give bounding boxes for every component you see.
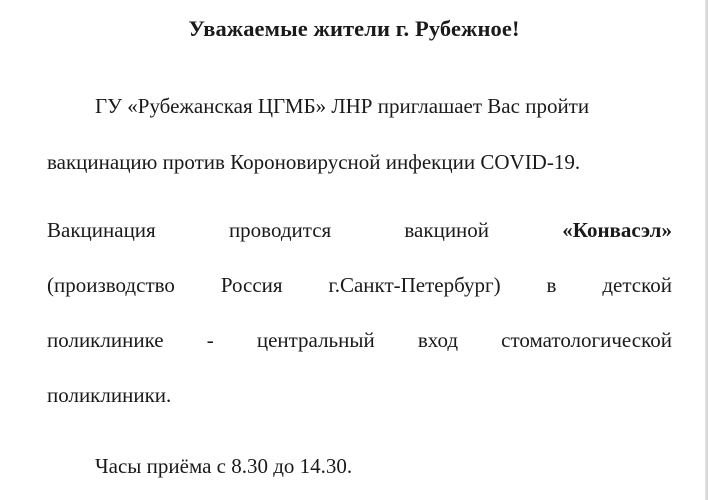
word: вход [417,328,459,352]
word: - [206,328,214,352]
reception-hours: Часы приёма с 8.30 до 14.30. [95,454,353,478]
vaccine-line-3 [47,328,672,353]
word: центральный [256,328,375,352]
word: детской [602,273,672,297]
vaccine-line-4: поликлиники. [47,383,172,407]
invitation-line-2: вакцинацию против Короновирусной инфекции COVID-19. [47,150,581,174]
word: Вакцинация [47,218,156,242]
word: стоматологической [501,328,672,352]
word: Россия [220,273,283,297]
notice-title: Уважаемые жители г. Рубежное! [188,16,520,41]
vaccine-line-1 [47,218,672,243]
word: проводится [228,218,332,242]
vaccine-line-2 [47,273,672,298]
word: вакциной [404,218,490,242]
vaccine-name: «Конвасэл» [562,218,672,242]
word: (производство [47,273,175,297]
word: поликлинике [47,328,164,352]
word: в [546,273,557,297]
invitation-line-1: ГУ «Рубежанская ЦГМБ» ЛНР приглашает Вас пройти [95,94,590,118]
word: г.Санкт-Петербург) [328,273,501,297]
